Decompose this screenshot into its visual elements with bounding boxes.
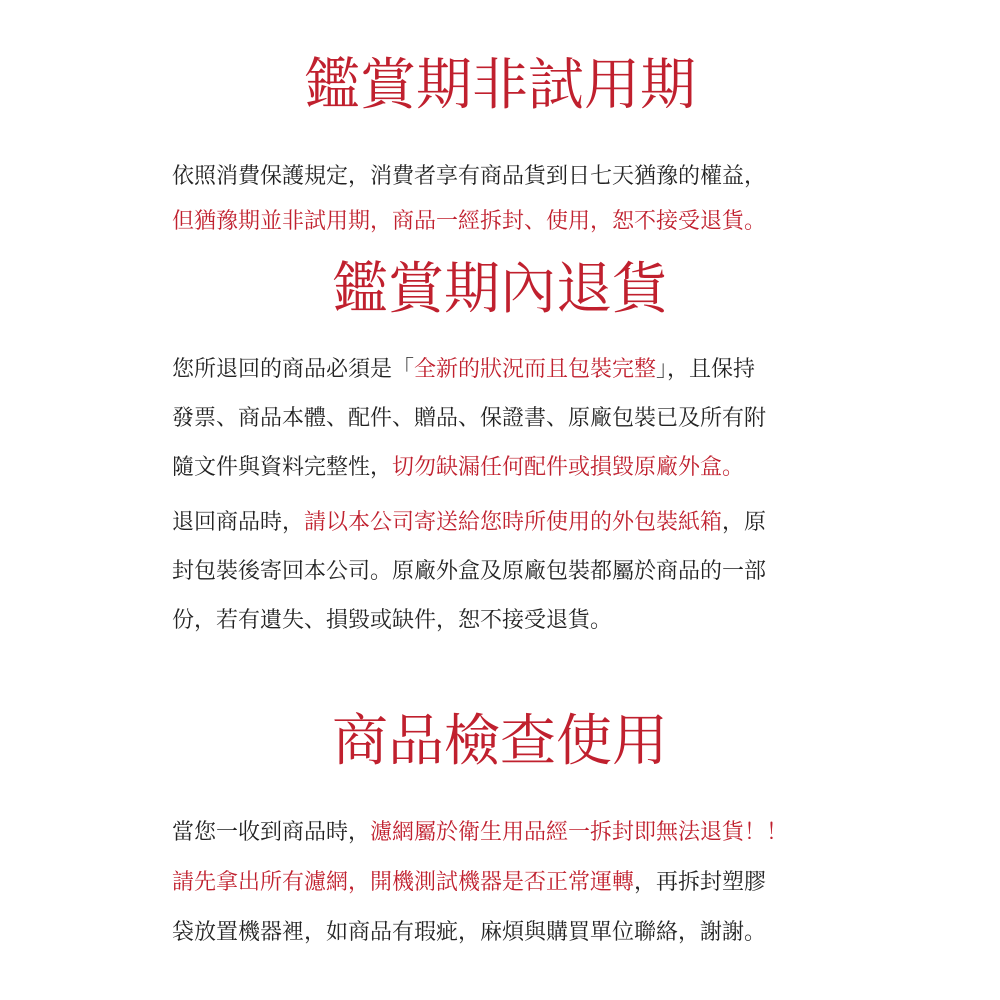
inspection-line-1: [172, 808, 852, 858]
appraisal-line-2: 但猶豫期並非試用期，商品一經拆封、使用，恕不接受退貨。: [172, 209, 767, 234]
appraisal-period-heading: 鑑賞期非試用期: [304, 53, 696, 118]
return-condition-text: 您所退回的商品必須是「: [172, 357, 415, 382]
return-packaging-text: 退回商品時，: [172, 510, 305, 535]
inspection-highlight: 請先拿出所有濾網，開機測試機器是否正常運轉: [172, 870, 635, 895]
return-condition-text: 隨文件與資料完整性，: [172, 455, 393, 480]
return-packaging-paragraph: [172, 498, 852, 645]
inspection-line-2: [172, 858, 852, 908]
return-packaging-text: ，原: [722, 510, 767, 535]
return-condition-line-2: 發票、商品本體、配件、贈品、保證書、原廠包裝已及所有附: [172, 406, 767, 431]
product-inspection-heading: 商品檢查使用: [332, 709, 668, 774]
return-condition-line-1: [172, 345, 852, 394]
return-packaging-line-2: 封包裝後寄回本公司。原廠外盒及原廠包裝都屬於商品的一部: [172, 559, 767, 584]
appraisal-line-1: 依照消費保護規定，消費者享有商品貨到日七天猶豫的權益，: [172, 164, 767, 189]
return-packaging-highlight: 請以本公司寄送給您時所使用的外包裝紙箱: [304, 510, 723, 535]
inspection-highlight: 濾網屬於衛生用品經一拆封即無法退貨！！: [370, 820, 789, 845]
return-within-period-heading: 鑑賞期內退貨: [332, 257, 668, 322]
return-packaging-line-3: 份，若有遺失、損毀或缺件，恕不接受退貨。: [172, 608, 613, 633]
return-condition-text: 」，且保持: [656, 357, 756, 382]
return-condition-line-3: [172, 443, 852, 492]
appraisal-period-paragraph: [172, 154, 852, 244]
inspection-text: ，再拆封塑膠: [634, 870, 767, 895]
return-condition-highlight: 全新的狀況而且包裝完整: [414, 357, 657, 382]
return-packaging-line-1: [172, 498, 852, 547]
inspection-text: 當您一收到商品時，: [172, 820, 371, 845]
return-condition-highlight: 切勿缺漏任何配件或損毀原廠外盒。: [392, 455, 745, 480]
return-condition-paragraph: [172, 345, 852, 492]
inspection-line-3: 袋放置機器裡，如商品有瑕疵，麻煩與購買單位聯絡，謝謝。: [172, 920, 767, 945]
product-inspection-paragraph: [172, 808, 852, 958]
